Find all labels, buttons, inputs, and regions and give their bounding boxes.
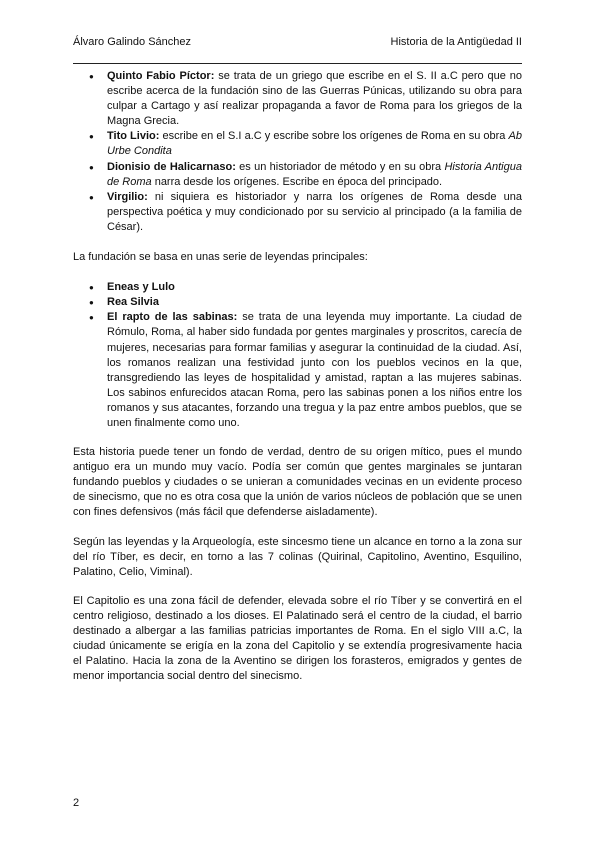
list-item (73, 190, 522, 235)
list-item (73, 280, 522, 295)
item-text: es un historiador de método y en su obra (235, 160, 445, 173)
item-name: Tito Livio: (107, 130, 160, 143)
item-text: escribe en el S.I a.C y escribe sobre los orígenes de Roma en su obra (159, 130, 509, 143)
header-subject: Historia de la Antigüedad II (390, 36, 522, 48)
item-name: Eneas y Lulo (107, 281, 175, 294)
paragraph: Según las leyendas y la Arqueología, este sincesmo tiene un alcance en torno a la zona sur del río Tíber, es decir, en torno a las 7 colinas (Quirinal, Capitolino, Aventino, Esquilino, Palatino, Celio, Viminal). (73, 535, 522, 578)
item-name: El rapto de las sabinas: (107, 311, 238, 324)
header-rule (73, 63, 522, 64)
item-text: se trata de una leyenda muy importante. La ciudad de Rómulo, Roma, al haber sido fundada por gentes marginales y proscritos, carecía de mujeres, necesarias para formar familias y asegurar la continuidad de la ciudad. Así, los romanos realizan una festividad junto con los pueblos vecinos en la que, transgrediendo las leyes de hospitalidad y amistad, raptan a las mujeres sabinas. Los sabinos enfurecidos atacan Roma, pero las sabinas ponen a los niños entre los romanos y sus atacantes, forzando una tregua y la paz entre ambos pueblos, que se unen finalmente como uno. (107, 311, 522, 429)
legends-intro: La fundación se basa en unas serie de leyendas principales: (73, 251, 368, 264)
list-item (73, 295, 522, 310)
item-text: ni siquiera es historiador y narra los orígenes de Roma desde una perspectiva poética y muy condicionado por su servicio al principado (a la familia de César). (107, 190, 522, 233)
item-name: Virgilio: (107, 190, 148, 203)
list-item (73, 69, 522, 129)
list-item (73, 310, 522, 431)
item-name: Dionisio de Halicarnaso: (107, 160, 236, 173)
item-text: se trata de un griego que escribe en el S. II a.C pero que no escribe acerca de la fundación sino de las Guerras Púnicas, utilizando su obra para culpar a Cartago y así realizar propaganda a favor de Roma para los griegos de la Magna Grecia. (107, 70, 522, 128)
work-title: Ab Urbe Condita (107, 130, 522, 158)
list-item (73, 160, 522, 190)
item-name: Quinto Fabio Píctor: (107, 70, 215, 82)
item-name: Rea Silvia (107, 296, 159, 309)
paragraph: El Capitolio es una zona fácil de defender, elevada sobre el río Tíber y se convertirá en el centro religioso, destinado a los dioses. El Palatinado será el centro de la ciudad, el barrio destinado a albergar a las familias patricias importantes de Roma. En el siglo VIII a.C, la ciudad únicamente se erigía en la zona del Capitolio y se extendía progresivamente hacia el Palatino. Hacia la zona de la Aventino se dirigen los forasteros, emigrados y gentes de menor importancia social dentro del sinecismo. (73, 594, 522, 683)
page-header (73, 36, 522, 48)
header-author: Álvaro Galindo Sánchez (73, 36, 192, 48)
work-title: Historia Antigua de Roma (107, 160, 522, 188)
legends-list (73, 280, 522, 431)
paragraph: Esta historia puede tener un fondo de verdad, dentro de su origen mítico, pues el mundo antiguo era un mundo muy vacío. Podía ser común que gentes marginales se juntaran fundando pueblos y ciudades o se unieran a comunidades vecinas en un evidente proceso de sinecismo, que no es otra cosa que la unión de varios núcleos de población que se unen con fines defensivos (más fácil que defenderse aisladamente). (73, 446, 522, 519)
historians-list (73, 69, 522, 235)
item-text-after: narra desde los orígenes. Escribe en época del principado. (151, 175, 443, 188)
page-number: 2 (73, 797, 80, 809)
page-body (73, 69, 522, 684)
list-item (73, 129, 522, 159)
